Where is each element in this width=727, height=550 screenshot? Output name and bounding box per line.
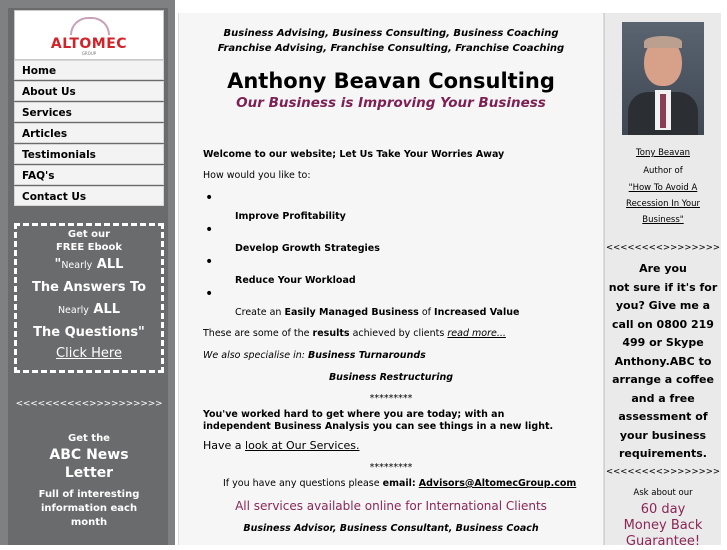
- tagline-1: Business Advising, Business Consulting, Business Coaching: [223, 28, 559, 39]
- left-separator: <<<<<<<<<<>>>>>>>>>>: [15, 399, 163, 409]
- page-subtitle: Our Business is Improving Your Business: [236, 95, 546, 111]
- bullet-item: Improve Profitability: [235, 211, 346, 222]
- bullet-dot: •: [205, 254, 214, 270]
- pitch-text: Are you not sure if it's for you? Give me a call on 0800 219 499 or Skype Anthony.ABC to arrange a coffee and a free assessment of your business requirements.: [608, 262, 718, 460]
- abc-newsletter: [14, 432, 164, 530]
- guarantee-offer: 60 day Money Back Guarantee!: [623, 502, 703, 549]
- logo-arc-icon: [70, 17, 110, 35]
- right-separator-2: <<<<<<<<>>>>>>>>: [606, 467, 720, 477]
- bullet-dot: •: [205, 286, 214, 302]
- online-services-text: All services available online for International Clients: [235, 499, 547, 513]
- worked-text: You've worked hard to get where you are today; with an independent Business Analysis you can see things in a new light.: [203, 409, 554, 432]
- author-of: Author of: [643, 166, 683, 176]
- stars-divider-1: *********: [369, 393, 413, 404]
- ebook-click-here-link[interactable]: Click Here: [56, 346, 122, 361]
- book-link-2[interactable]: Recession In Your: [626, 199, 700, 209]
- bullet-item: Develop Growth Strategies: [235, 243, 380, 254]
- specialise-text: We also specialise in: Business Turnarounds: [203, 350, 426, 361]
- free-ebook-box: [14, 223, 164, 373]
- stars-divider-2: *********: [369, 462, 413, 473]
- specialise-restructuring: Business Restructuring: [328, 372, 454, 383]
- welcome-text: Welcome to our website; Let Us Take Your Worries Away: [203, 149, 505, 160]
- ebook-questions: The Questions": [33, 325, 145, 340]
- altomec-logo[interactable]: [14, 10, 164, 60]
- bullet-dot: •: [205, 222, 214, 238]
- abc-get: Get the: [68, 433, 110, 444]
- page-title: Anthony Beavan Consulting: [227, 69, 555, 93]
- email-link[interactable]: Advisors@AltomecGroup.com: [418, 478, 577, 489]
- ask-about: Ask about our: [633, 488, 693, 498]
- create-text: Create an Easily Managed Business of Increased Value: [235, 307, 520, 318]
- services-link[interactable]: look at Our Services.: [245, 439, 360, 452]
- book-link-3[interactable]: Business": [642, 215, 684, 225]
- bullet-dot: •: [205, 190, 214, 206]
- logo-text: ALTOMEC: [50, 36, 128, 52]
- footer-tagline: Business Advisor, Business Consultant, Business Coach: [243, 523, 539, 534]
- main-nav: [14, 60, 164, 207]
- abc-desc-3: month: [70, 517, 108, 528]
- results-text: These are some of the results achieved by clients read more...: [203, 328, 506, 339]
- nav-articles[interactable]: Articles: [14, 123, 164, 143]
- nav-testimonials[interactable]: Testimonials: [14, 144, 164, 164]
- abc-desc-2: information each: [40, 503, 138, 514]
- nav-home[interactable]: Home: [14, 60, 164, 80]
- logo-subtext: GROUP: [81, 51, 97, 56]
- nav-contact-us[interactable]: Contact Us: [14, 186, 164, 206]
- main-content: [178, 13, 604, 545]
- how-text: How would you like to:: [203, 170, 311, 181]
- book-link-1[interactable]: "How To Avoid A: [628, 183, 698, 193]
- ebook-nearly-all-2: Nearly ALL: [57, 302, 121, 317]
- ebook-line-2: FREE Ebook: [55, 242, 123, 253]
- ebook-nearly-all-1: "Nearly ALL: [54, 257, 124, 272]
- tagline-2: Franchise Advising, Franchise Consulting, Franchise Coaching: [217, 43, 565, 54]
- abc-name-1: ABC News: [49, 447, 129, 463]
- nav-services[interactable]: Services: [14, 102, 164, 122]
- questions-text: If you have any questions please email: Advisors@AltomecGroup.com: [223, 478, 577, 489]
- abc-name-2: Letter: [64, 465, 114, 481]
- bullet-item: Reduce Your Workload: [235, 275, 356, 286]
- ebook-line-1: Get our: [67, 229, 111, 240]
- author-name-link[interactable]: Tony Beavan: [636, 148, 690, 158]
- right-sidebar: [604, 13, 721, 549]
- right-separator-1: <<<<<<<<>>>>>>>>: [606, 243, 720, 253]
- nav-about-us[interactable]: About Us: [14, 81, 164, 101]
- nav-faqs[interactable]: FAQ's: [14, 165, 164, 185]
- tony-beavan-photo: [622, 22, 704, 135]
- ebook-answers: The Answers To: [31, 280, 147, 295]
- services-line: Have a look at Our Services.: [203, 439, 360, 452]
- abc-desc-1: Full of interesting: [38, 489, 140, 500]
- left-sidebar: [0, 0, 175, 545]
- read-more-link[interactable]: read more...: [447, 328, 506, 339]
